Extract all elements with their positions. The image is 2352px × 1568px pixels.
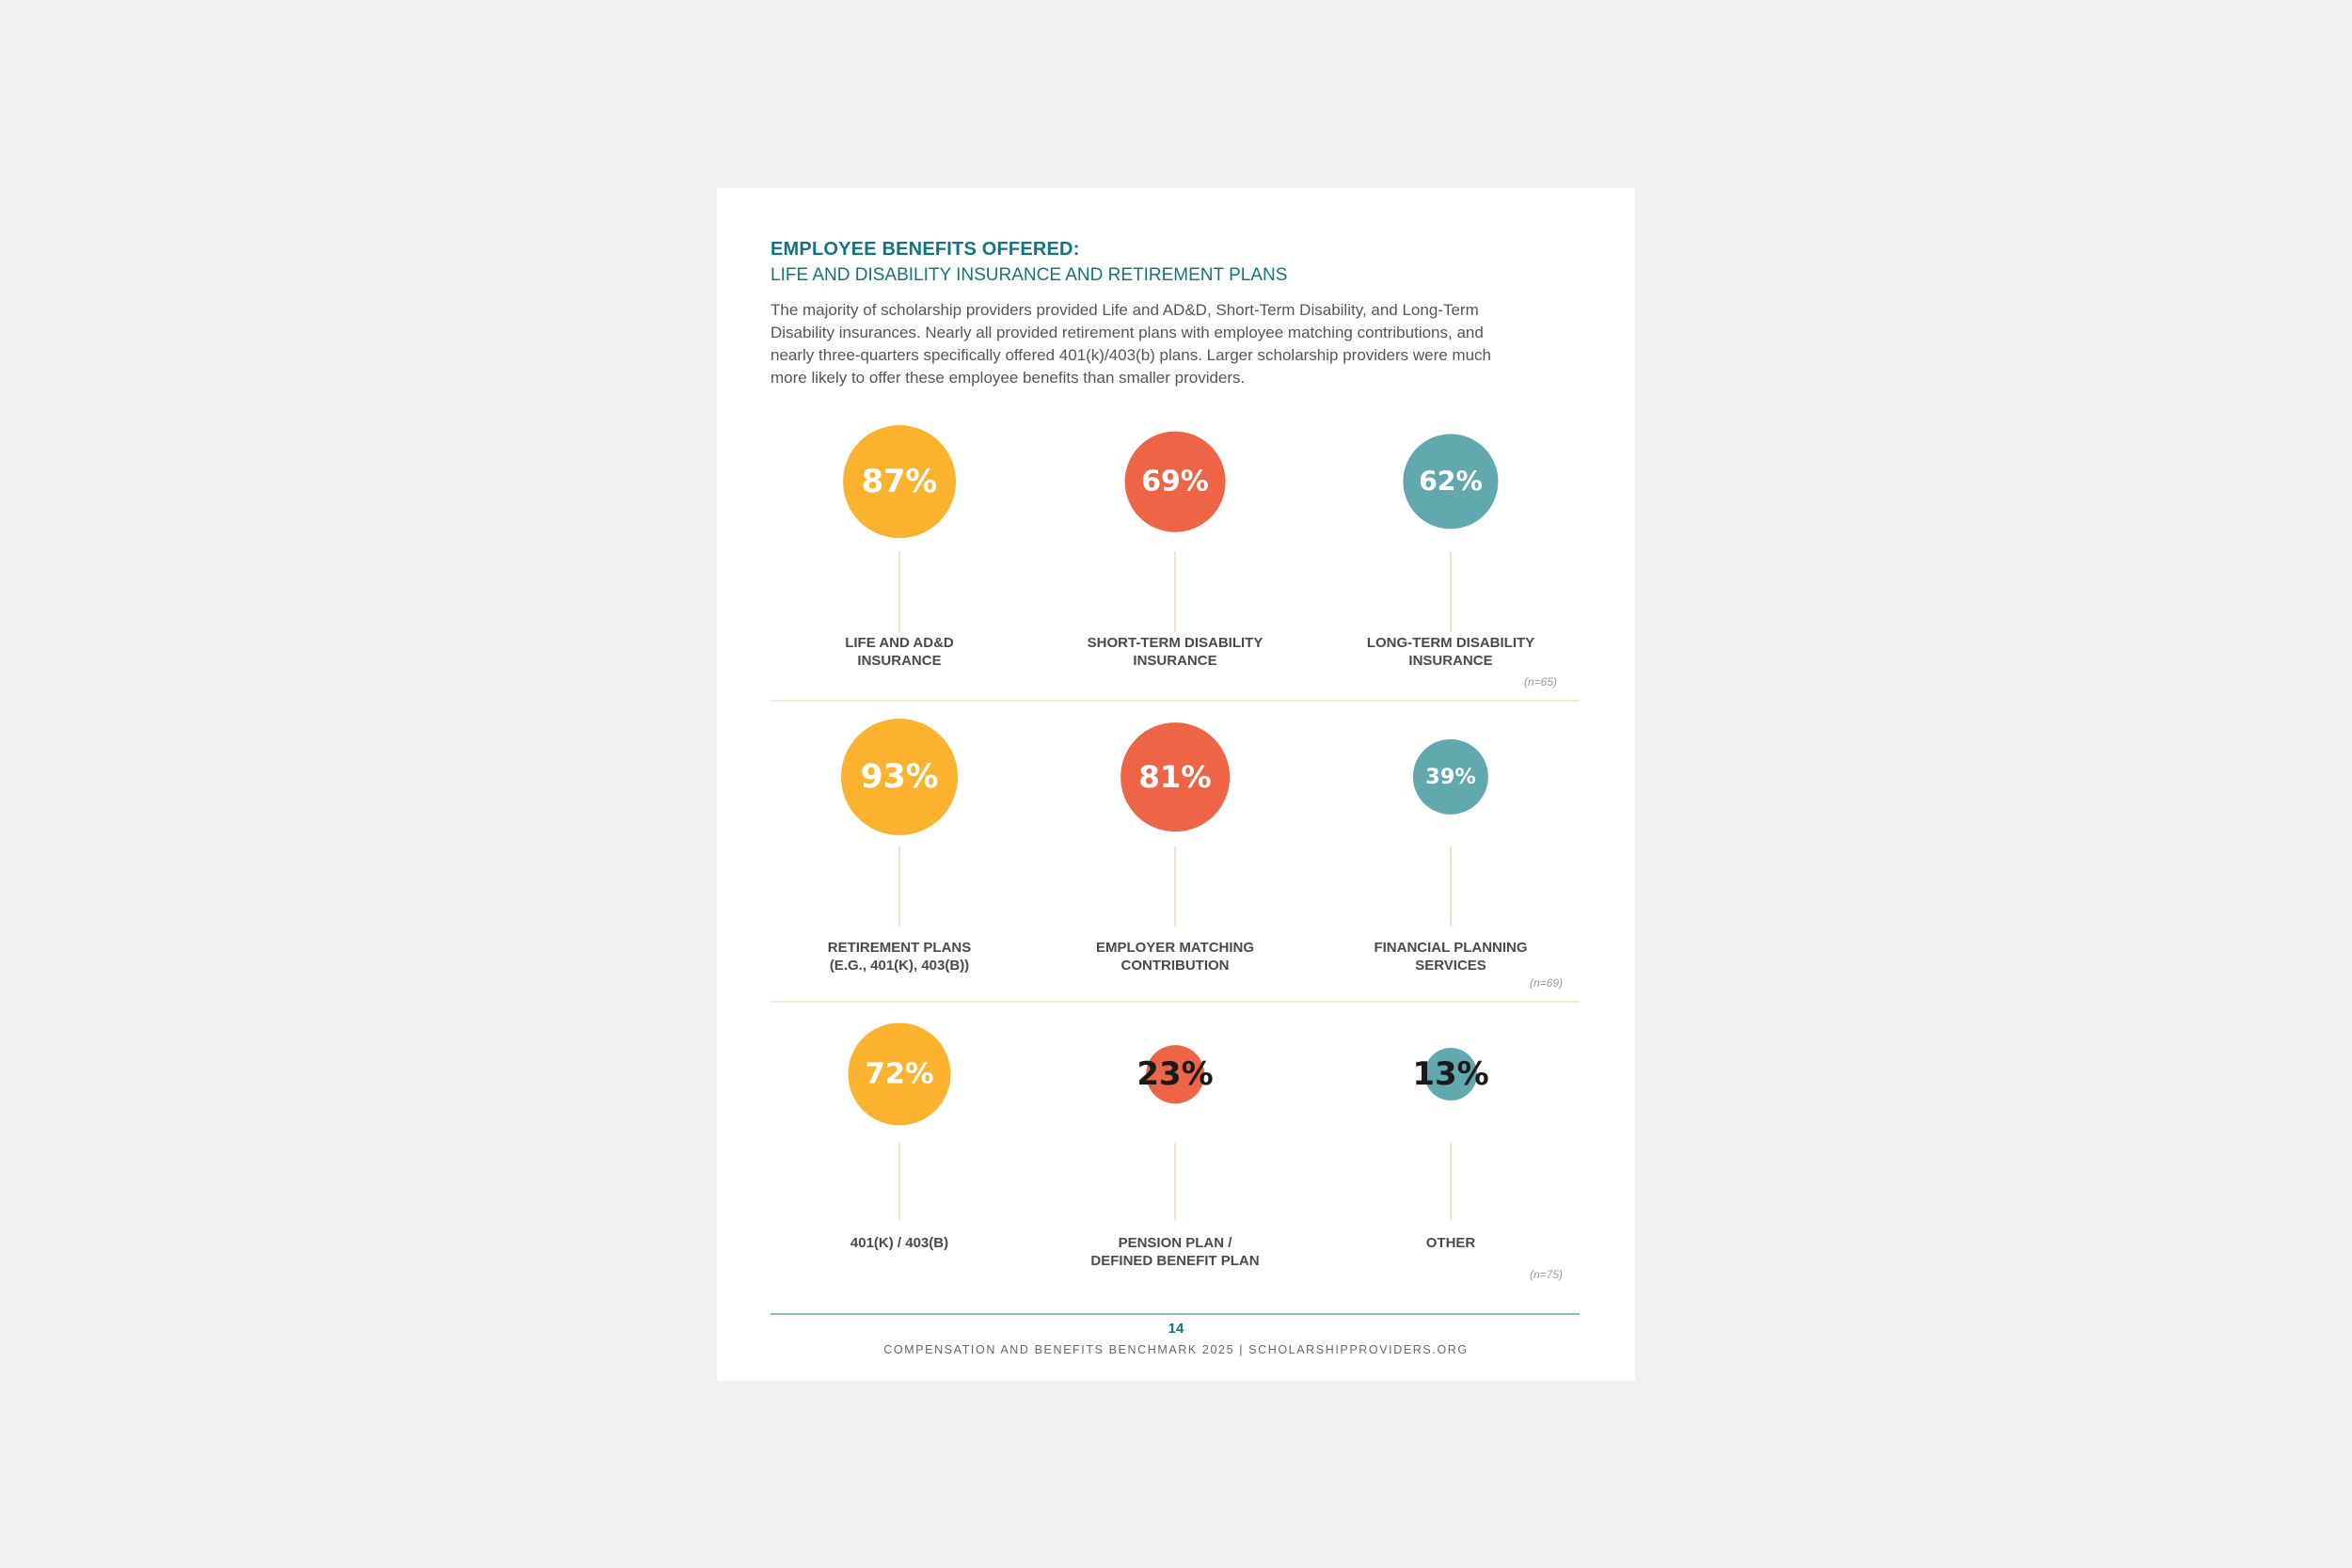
connector-line xyxy=(898,1143,900,1220)
sample-size-note: (n=75) xyxy=(1530,1268,1564,1281)
benefit-label-line: INSURANCE xyxy=(857,653,942,669)
connector-line xyxy=(1450,847,1452,927)
benefit-label-line: RETIREMENT PLANS xyxy=(827,940,972,956)
connector-line xyxy=(898,551,900,632)
sample-size-note: (n=69) xyxy=(1530,976,1564,990)
report-page xyxy=(717,188,1635,1381)
bubble-life-and-adandd-insurance: 87% xyxy=(843,425,956,538)
bubble-financial-planning-services: 39% xyxy=(1413,739,1488,815)
connector-line xyxy=(1450,1143,1452,1220)
footer-text: COMPENSATION AND BENEFITS BENCHMARK 2025 | SCHOLARSHIPPROVIDERS.ORG xyxy=(883,1343,1469,1356)
connector-line xyxy=(1450,551,1452,632)
benefit-label xyxy=(1347,1234,1554,1252)
bubble-employer-matching-contribution: 81% xyxy=(1120,722,1230,832)
benefit-label xyxy=(1072,634,1279,670)
bubble-short-term-disability-insurance: 69% xyxy=(1125,432,1226,532)
bubble-retirement-plans-e-g-401-k-403-b: 93% xyxy=(841,719,958,835)
connector-line xyxy=(1174,1143,1176,1220)
row-divider xyxy=(771,1001,1580,1003)
bubble-pension-plan-defined-benefit-plan: 23% xyxy=(1146,1045,1204,1103)
sample-size-note: (n=65) xyxy=(1524,675,1558,689)
connector-line xyxy=(1174,847,1176,927)
benefit-label-line: SHORT-TERM DISABILITY xyxy=(1087,635,1263,651)
connector-line xyxy=(898,847,900,927)
page-title: EMPLOYEE BENEFITS OFFERED: xyxy=(771,239,1080,260)
benefit-label-line: (E.G., 401(K), 403(B)) xyxy=(829,958,970,974)
benefit-label xyxy=(1347,939,1554,974)
benefit-label xyxy=(1347,634,1554,670)
benefit-label xyxy=(796,1234,1003,1252)
connector-line xyxy=(1174,551,1176,632)
benefit-label xyxy=(796,939,1003,974)
benefit-label xyxy=(796,634,1003,670)
benefit-label xyxy=(1072,1234,1279,1270)
benefit-label xyxy=(1072,939,1279,974)
bubble-other: 13% xyxy=(1424,1048,1477,1101)
page-subtitle: LIFE AND DISABILITY INSURANCE AND RETIREMENT PLANS xyxy=(771,265,1288,285)
bubble-401-k-403-b: 72% xyxy=(848,1022,950,1125)
benefit-label-line: LONG-TERM DISABILITY xyxy=(1366,635,1535,651)
benefit-label-line: LIFE AND AD&D xyxy=(845,635,954,651)
benefit-label-line: INSURANCE xyxy=(1133,653,1217,669)
benefit-label-line: CONTRIBUTION xyxy=(1120,958,1230,974)
page-number: 14 xyxy=(1168,1321,1184,1337)
benefit-label-line: OTHER xyxy=(1425,1235,1476,1251)
benefit-label-line: FINANCIAL PLANNING xyxy=(1374,940,1528,956)
row-divider xyxy=(771,700,1580,702)
benefit-label-line: PENSION PLAN / xyxy=(1118,1235,1232,1251)
benefit-label-line: DEFINED BENEFIT PLAN xyxy=(1090,1253,1260,1269)
intro-paragraph: The majority of scholarship providers provided Life and AD&D, Short-Term Disability, and Long-Term Disability insurances. Nearly all provided retirement plans with employee matching contributions, and nearly three-quarters specifically offered 401(k)/403(b) plans. Larger scholarship providers were much more likely to offer these employee benefits than smaller providers. xyxy=(771,301,1491,387)
benefit-label-line: INSURANCE xyxy=(1408,653,1493,669)
bubble-long-term-disability-insurance: 62% xyxy=(1403,434,1498,529)
benefit-label-line: SERVICES xyxy=(1415,958,1486,974)
footer-divider xyxy=(771,1313,1580,1315)
benefit-label-line: EMPLOYER MATCHING xyxy=(1095,940,1255,956)
benefit-label-line: 401(K) / 403(B) xyxy=(850,1235,949,1251)
